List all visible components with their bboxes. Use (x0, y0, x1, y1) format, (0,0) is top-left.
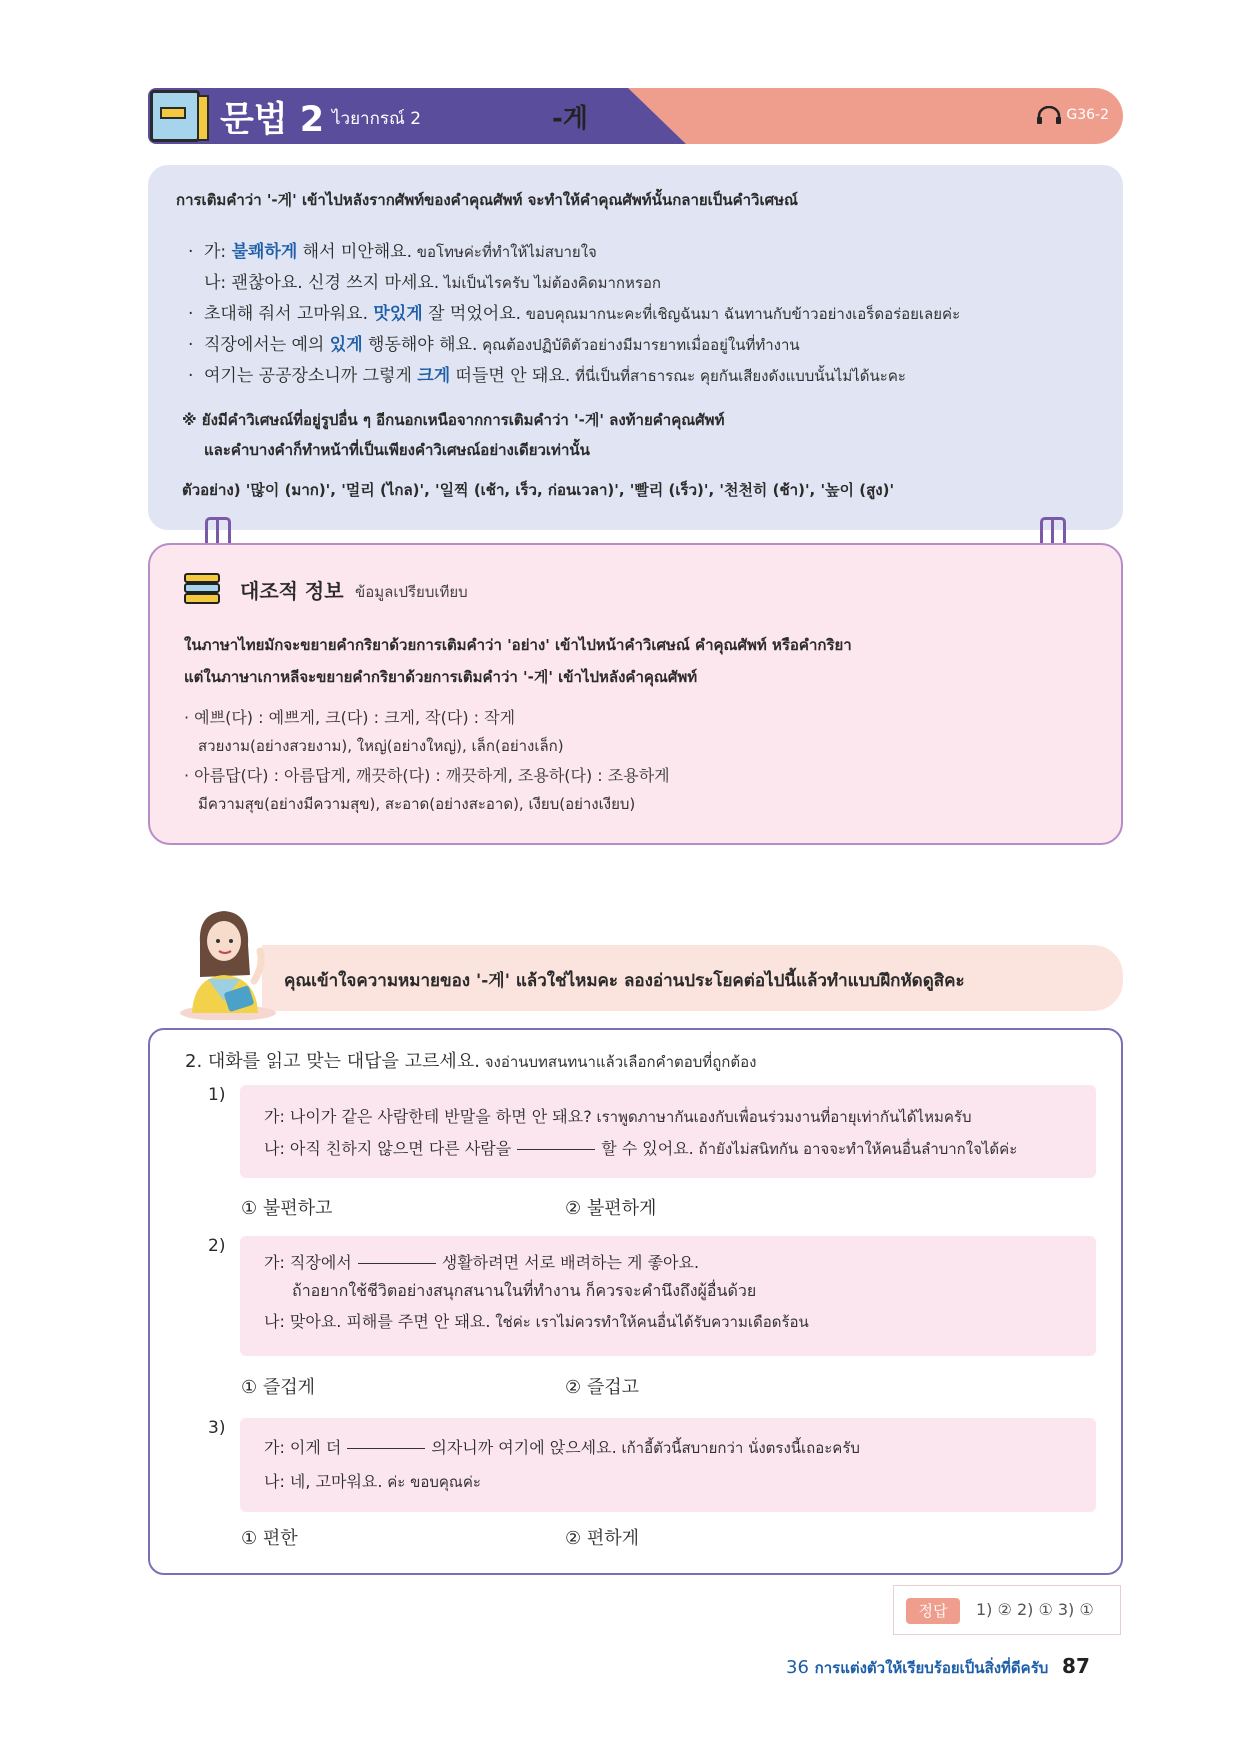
question-number: 2) (208, 1236, 226, 1256)
exercise-box (148, 1028, 1123, 1575)
answer-label: 정답 (906, 1598, 960, 1624)
page-footer (786, 1654, 1090, 1680)
note: ※ ยังมีคำวิเศษณ์ที่อยู่รูปอื่น ๆ อีกนอกเหนือจากการเติมคำว่า '-게' ลงท้ายคำคุณศัพท์ และคำบางคำก็ทำหน้าที่เป็นเพียงคำวิเศษณ์อย่างเดียวเท่านั้น (182, 411, 725, 459)
option-2[interactable]: ② 편하게 (565, 1528, 640, 1549)
example-sentence: · 초대해 줘서 고마워요. 맛있게 잘 먹었어요. ขอบคุณมากนะคะที่เชิญฉันมา ฉันทานกับข้าวอย่างเอร็ดอร่อยเลยค่ะ (188, 304, 961, 324)
comparison-paragraph: ในภาษาไทยมักจะขยายคำกริยาด้วยการเติมคำว่า 'อย่าง' เข้าไปหน้าคำวิเศษณ์ คำคุณศัพท์ หรือคำกริยา (184, 636, 852, 654)
dialogue-line: 나: 아직 친하지 않으면 다른 사람을 할 수 있어요. ถ้ายังไม่สนิทกัน อาจจะทำให้คนอื่นลำบากใจได้ค่ะ (264, 1139, 1018, 1158)
prompt-text: คุณเข้าใจความหมายของ '-게' แล้วใช่ไหมคะ ลองอ่านประโยคต่อไปนี้แล้วทำแบบฝึกหัดดูสิคะ (284, 971, 965, 991)
grammar-title: 문법 2 (220, 100, 325, 140)
dialogue-line: 나: 맞아요. 피해를 주면 안 돼요. ใช่ค่ะ เราไม่ควรทำให้คนอื่นได้รับความเดือดร้อน (264, 1312, 809, 1331)
adverb-examples: ตัวอย่าง) '많이 (มาก)', '멀리 (ไกล)', '일찍 (เช้า, เร็ว, ก่อนเวลา)', '빨리 (เร็ว)', '천천히 (ช้า)', '높이 (สูง)' (182, 481, 895, 499)
question-number: 3) (208, 1418, 226, 1438)
highlighted-form: 불쾌하게 (231, 242, 298, 262)
example-list (188, 237, 960, 392)
book-icon (150, 90, 200, 142)
dialogue-translation: ถ้าอยากใช้ชีวิตอย่างสนุกสนานในที่ทำงาน ก็ควรจะคำนึงถึงผู้อื่นด้วย (292, 1281, 757, 1300)
comparison-title-thai: ข้อมูลเปรียบเทียบ (355, 583, 468, 601)
comparison-paragraph: แต่ในภาษาเกาหลีจะขยายคำกริยาด้วยการเติมคำว่า '-게' เข้าไปหลังคำคุณศัพท์ (184, 668, 698, 686)
answer-blank[interactable] (517, 1149, 595, 1150)
audio-track[interactable] (1036, 106, 1109, 124)
highlighted-form: 크게 (417, 366, 451, 386)
page-number: 87 (1062, 1654, 1090, 1678)
grammar-subtitle: ไวยากรณ์ 2 (332, 109, 422, 129)
dialogue-box (240, 1085, 1096, 1178)
answer-values: 1) ② 2) ① 3) ① (976, 1600, 1094, 1619)
example-sentence: · 여기는 공공장소니까 그렇게 크게 떠들면 안 돼요. ที่นี่เป็นที่สาธารณะ คุยกันเสียงดังแบบนั้นไม่ได้นะคะ (188, 366, 906, 386)
comparison-title: 대조적 정보 (240, 579, 344, 603)
option-1[interactable]: ① 즐겁게 (241, 1377, 316, 1398)
dialogue-box (240, 1418, 1096, 1512)
highlighted-form: 맛있게 (373, 304, 423, 324)
dialogue-box (240, 1236, 1096, 1356)
option-1[interactable]: ① 불편하고 (241, 1198, 333, 1219)
pencil-icon (197, 95, 209, 141)
audio-code: G36-2 (1066, 107, 1109, 123)
chapter-number: 36 (786, 1657, 809, 1678)
option-2[interactable]: ② 불편하게 (565, 1198, 657, 1219)
teacher-illustration (178, 905, 278, 1020)
example-sentence: · 가: 불쾌하게 해서 미안해요. ขอโทษค่ะที่ทำให้ไม่สบายใจ (188, 242, 597, 262)
answer-blank[interactable] (347, 1448, 425, 1449)
example-sentence: · 직장에서는 예의 있게 행동해야 해요. คุณต้องปฏิบัติตัวอย่างมีมารยาทเมื่ออยู่ในที่ทำงาน (188, 335, 800, 355)
question-number: 1) (208, 1085, 226, 1105)
comparison-box (148, 543, 1123, 845)
dialogue-line: 나: 네, 고마워요. ค่ะ ขอบคุณค่ะ (264, 1472, 481, 1491)
option-2[interactable]: ② 즐겁고 (565, 1377, 640, 1398)
grammar-header (148, 88, 1123, 144)
highlighted-form: 있게 (329, 335, 363, 355)
explanation-intro: การเติมคำว่า '-게' เข้าไปหลังรากศัพท์ของคำคุณศัพท์ จะทำให้คำคุณศัพท์นั้นกลายเป็นคำวิเศษณ์ (176, 191, 798, 209)
comparison-examples: · 예쁘(다) : 예쁘게, 크(다) : 크게, 작(다) : 작게 สวยงาม(อย่างสวยงาม), ใหญ่(อย่างใหญ่), เล็ก(อย่างเล็ก) · 아름답(다) : 아름답게, 깨끗하(다) : 깨끗하게, 조용하(다) : 조용하게 มีความสุข(อย่างมีความสุข), สะอาด(อย่างสะอาด), เงียบ(อย่างเงียบ) (184, 708, 670, 813)
answer-blank[interactable] (358, 1263, 436, 1264)
explanation-box (148, 165, 1123, 530)
stacked-books-icon (184, 573, 220, 605)
exercise-title: 2. 대화를 읽고 맞는 대답을 고르세요. จงอ่านบทสนทนาแล้วเลือกคำตอบที่ถูกต้อง (185, 1051, 757, 1072)
prompt-banner (262, 945, 1123, 1011)
dialogue-line: 가: 직장에서 생활하려면 서로 배려하는 게 좋아요. (264, 1253, 700, 1272)
example-sentence: 나: 괜찮아요. 신경 쓰지 마세요. ไม่เป็นไรครับ ไม่ต้องคิดมากหรอก (204, 273, 662, 293)
dialogue-line: 가: 나이가 같은 사람한테 반말을 하면 안 돼요? เราพูดภาษากันเองกับเพื่อนร่วมงานที่อายุเท่ากันได้ไหมครับ (264, 1107, 972, 1126)
grammar-form: -게 (552, 104, 588, 134)
dialogue-line: 가: 이게 더 의자니까 여기에 앉으세요. เก้าอี้ตัวนี้สบายกว่า นั่งตรงนี้เถอะครับ (264, 1438, 860, 1457)
answer-key (893, 1585, 1121, 1635)
chapter-title: การแต่งตัวให้เรียบร้อยเป็นสิ่งที่ดีครับ (814, 1659, 1049, 1677)
option-1[interactable]: ① 편한 (241, 1528, 298, 1549)
headphones-icon (1036, 106, 1062, 124)
